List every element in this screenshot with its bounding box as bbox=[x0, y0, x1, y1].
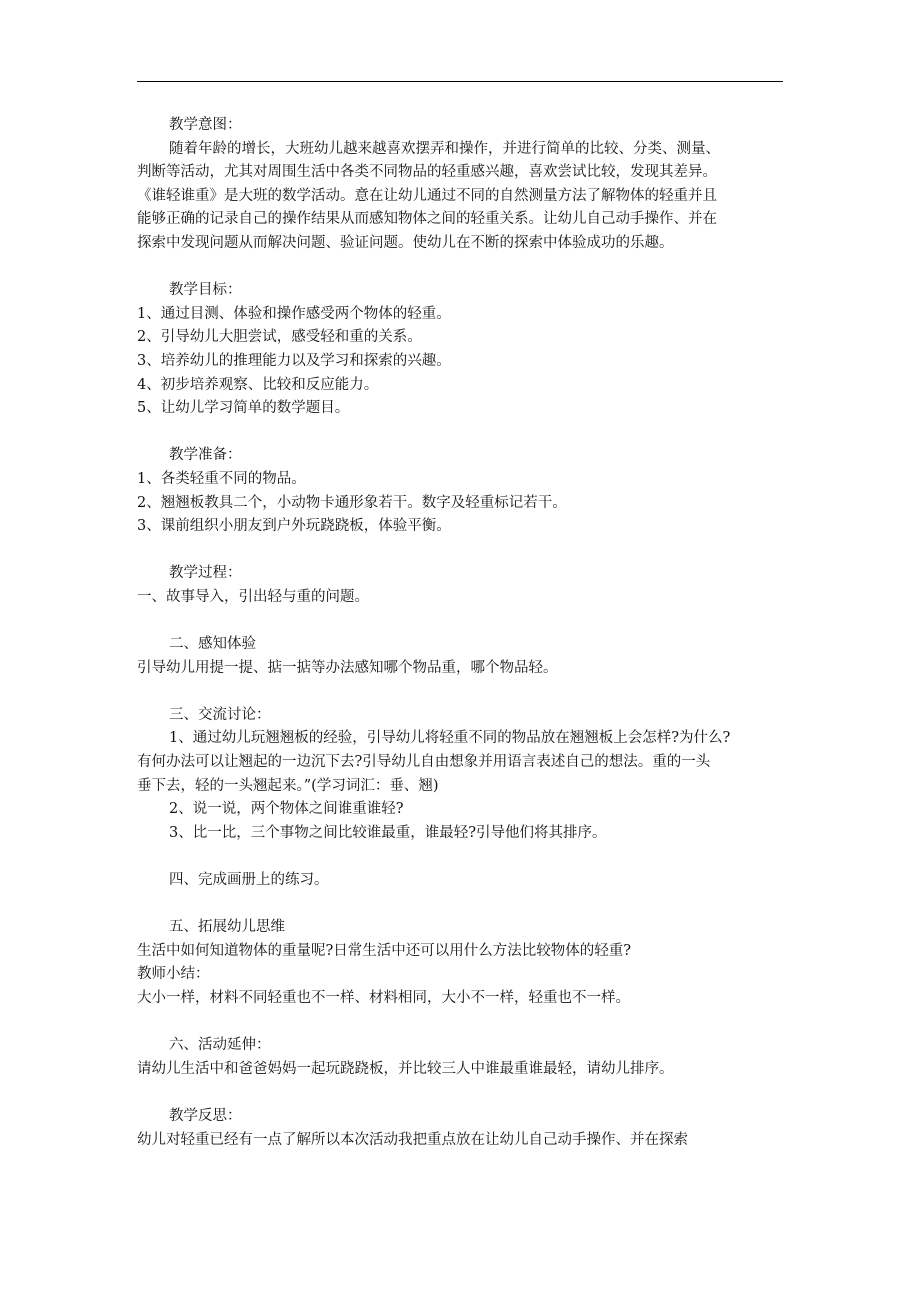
document-body bbox=[137, 114, 783, 1152]
spacer bbox=[137, 1011, 783, 1035]
intent-line: 《谁轻谁重》是大班的数学活动。意在让幼儿通过不同的自然测量方法了解物体的轻重并且 bbox=[137, 187, 717, 204]
spacer bbox=[137, 893, 783, 917]
step-1: 一、故事导入，引出轻与重的问题。 bbox=[137, 588, 369, 605]
reflection-text: 幼儿对轻重已经有一点了解所以本次活动我把重点放在让幼儿自己动手操作、并在探索 bbox=[137, 1131, 688, 1148]
goal-item: 4、初步培养观察、比较和反应能力。 bbox=[137, 376, 379, 393]
prep-item: 3、课前组织小朋友到户外玩跷跷板，体验平衡。 bbox=[137, 518, 451, 535]
goals-heading: 教学目标： bbox=[169, 282, 242, 299]
summary-heading: 教师小结： bbox=[137, 966, 210, 983]
step-3-line: 垂下去，轻的一头翘起来。”(学习词汇：垂、翘) bbox=[137, 777, 439, 794]
spacer bbox=[137, 609, 783, 633]
spacer bbox=[137, 845, 783, 869]
step-4: 四、完成画册上的练习。 bbox=[169, 872, 329, 888]
intent-line: 随着年龄的增长，大班幼儿越来越喜欢摆弄和操作，并进行简单的比较、分类、测量、 bbox=[169, 140, 720, 157]
intent-line: 判断等活动，尤其对周围生活中各类不同物品的轻重感兴趣，喜欢尝试比较，发现其差异。 bbox=[137, 164, 717, 181]
prep-heading: 教学准备： bbox=[169, 447, 242, 464]
step-3-line: 1、通过幼儿玩翘翘板的经验，引导幼儿将轻重不同的物品放在翘翘板上会怎样?为什么? bbox=[169, 730, 731, 747]
summary-text: 大小一样，材料不同轻重也不一样、材料相同，大小不一样，轻重也不一样。 bbox=[137, 989, 630, 1006]
step-6-heading: 六、活动延伸： bbox=[169, 1037, 271, 1054]
spacer bbox=[137, 256, 783, 280]
step-5-text: 生活中如何知道物体的重量呢?日常生活中还可以用什么方法比较物体的轻重? bbox=[137, 942, 632, 959]
header-rule bbox=[137, 81, 783, 82]
step-3-item: 3、比一比，三个事物之间比较谁最重，谁最轻?引导他们将其排序。 bbox=[169, 824, 607, 841]
step-2-text: 引导幼儿用提一提、掂一掂等办法感知哪个物品重，哪个物品轻。 bbox=[137, 659, 558, 676]
step-5-heading: 五、拓展幼儿思维 bbox=[169, 919, 285, 936]
step-6-text: 请幼儿生活中和爸爸妈妈一起玩跷跷板，并比较三人中谁最重谁最轻，请幼儿排序。 bbox=[137, 1060, 674, 1077]
spacer bbox=[137, 1081, 783, 1105]
process-heading: 教学过程： bbox=[169, 565, 242, 582]
spacer bbox=[137, 539, 783, 563]
step-2-heading: 二、感知体验 bbox=[169, 636, 256, 653]
goal-item: 3、培养幼儿的推理能力以及学习和探索的兴趣。 bbox=[137, 352, 451, 369]
goal-item: 5、让幼儿学习简单的数学题目。 bbox=[137, 400, 350, 417]
reflection-heading: 教学反思： bbox=[169, 1107, 242, 1124]
goal-item: 2、引导幼儿大胆尝试，感受轻和重的关系。 bbox=[137, 329, 422, 346]
spacer bbox=[137, 680, 783, 704]
prep-item: 2、翘翘板教具二个，小动物卡通形象若干。数字及轻重标记若干。 bbox=[137, 494, 567, 511]
intent-line: 能够正确的记录自己的操作结果从而感知物体之间的轻重关系。让幼儿自己动手操作、并在 bbox=[137, 211, 717, 228]
spacer bbox=[137, 421, 783, 445]
intent-heading: 教学意图： bbox=[169, 117, 242, 133]
step-3-line: 有何办法可以让翘起的一边沉下去?引导幼儿自由想象并用语言表述自己的想法。重的一头 bbox=[137, 754, 711, 771]
prep-item: 1、各类轻重不同的物品。 bbox=[137, 470, 306, 487]
intent-line: 探索中发现问题从而解决问题、验证问题。使幼儿在不断的探索中体验成功的乐趣。 bbox=[137, 234, 674, 251]
step-3-heading: 三、交流讨论： bbox=[169, 706, 271, 723]
step-3-item: 2、说一说，两个物体之间谁重谁轻? bbox=[169, 801, 404, 818]
goal-item: 1、通过目测、体验和操作感受两个物体的轻重。 bbox=[137, 305, 451, 322]
